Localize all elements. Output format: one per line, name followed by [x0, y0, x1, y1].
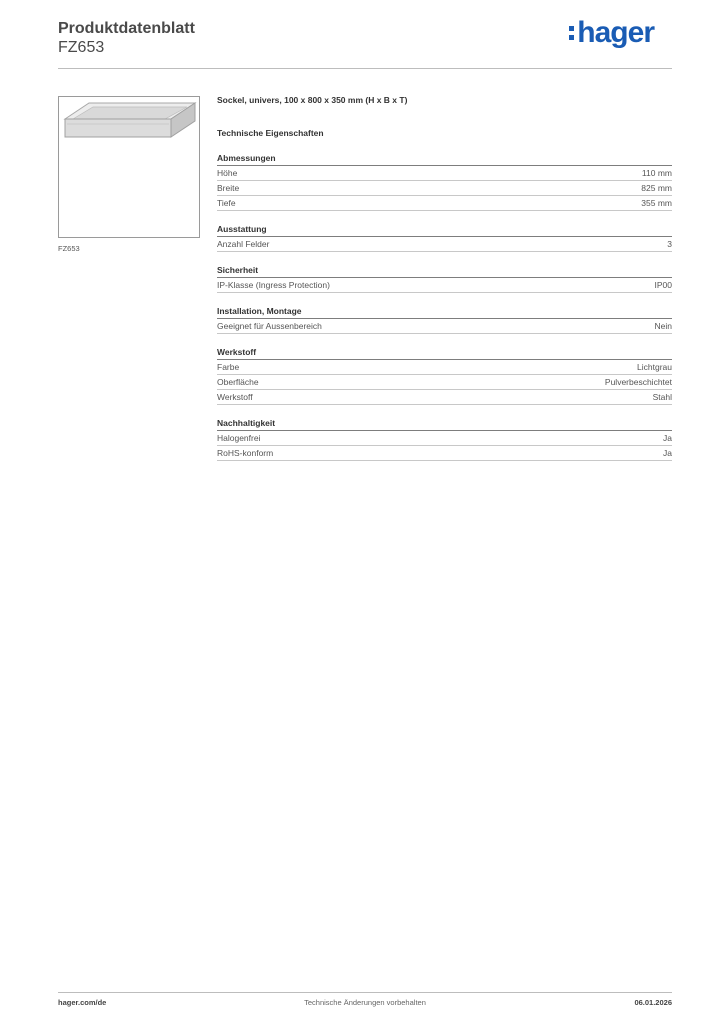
product-code: FZ653	[58, 39, 105, 56]
spec-row	[217, 375, 672, 390]
spec-label: Geeignet für Aussenbereich	[217, 321, 322, 331]
spec-value: 110 mm	[641, 168, 672, 178]
spec-row	[217, 278, 672, 293]
spec-row	[217, 360, 672, 375]
page-title: Produktdatenblatt	[58, 20, 195, 37]
spec-label: RoHS-konform	[217, 448, 274, 458]
spec-label: IP-Klasse (Ingress Protection)	[217, 280, 330, 290]
spec-content	[217, 92, 672, 461]
spec-label: Tiefe	[217, 198, 236, 208]
section-material	[217, 347, 672, 405]
product-description: Sockel, univers, 100 x 800 x 350 mm (H x B x T)	[217, 95, 408, 105]
logo-dots-icon	[569, 26, 574, 40]
spec-value: 355 mm	[641, 198, 672, 208]
footer-notice: Technische Änderungen vorbehalten	[304, 998, 426, 1007]
tech-properties-heading: Technische Eigenschaften	[217, 128, 324, 138]
footer-divider	[58, 992, 672, 993]
spec-value: Pulverbeschichtet	[604, 377, 672, 387]
spec-label: Halogenfrei	[217, 433, 261, 443]
spec-value: 825 mm	[641, 183, 672, 193]
footer-website-link[interactable]: hager.com/de	[58, 998, 107, 1007]
footer-date: 06.01.2026	[634, 998, 672, 1007]
section-title: Abmessungen	[217, 153, 672, 166]
page-header	[58, 16, 672, 68]
section-dimensions	[217, 153, 672, 211]
spec-value: Ja	[663, 433, 672, 443]
spec-row	[217, 431, 672, 446]
spec-value: Lichtgrau	[637, 362, 672, 372]
spec-value: Ja	[663, 448, 672, 458]
spec-row	[217, 196, 672, 211]
spec-row	[217, 319, 672, 334]
spec-value: Nein	[654, 321, 672, 331]
spec-label: Anzahl Felder	[217, 239, 270, 249]
logo-text: hager	[577, 16, 654, 49]
section-safety	[217, 265, 672, 293]
spec-label: Farbe	[217, 362, 240, 372]
section-equipment	[217, 224, 672, 252]
spec-row	[217, 446, 672, 461]
spec-row	[217, 181, 672, 196]
hager-logo	[569, 16, 654, 50]
image-caption: FZ653	[58, 244, 80, 253]
section-title: Ausstattung	[217, 224, 672, 237]
section-title: Werkstoff	[217, 347, 672, 360]
section-sustainability	[217, 418, 672, 461]
spec-row	[217, 390, 672, 405]
section-title: Installation, Montage	[217, 306, 672, 319]
spec-value: 3	[667, 239, 672, 249]
spec-row	[217, 166, 672, 181]
section-title: Nachhaltigkeit	[217, 418, 672, 431]
spec-row	[217, 237, 672, 252]
section-title: Sicherheit	[217, 265, 672, 278]
spec-value: Stahl	[652, 392, 672, 402]
product-image	[59, 97, 199, 237]
spec-value: IP00	[654, 280, 672, 290]
spec-label: Breite	[217, 183, 240, 193]
header-divider	[58, 68, 672, 69]
section-installation	[217, 306, 672, 334]
spec-label: Oberfläche	[217, 377, 259, 387]
spec-label: Werkstoff	[217, 392, 253, 402]
product-image-frame	[58, 96, 200, 238]
spec-label: Höhe	[217, 168, 238, 178]
